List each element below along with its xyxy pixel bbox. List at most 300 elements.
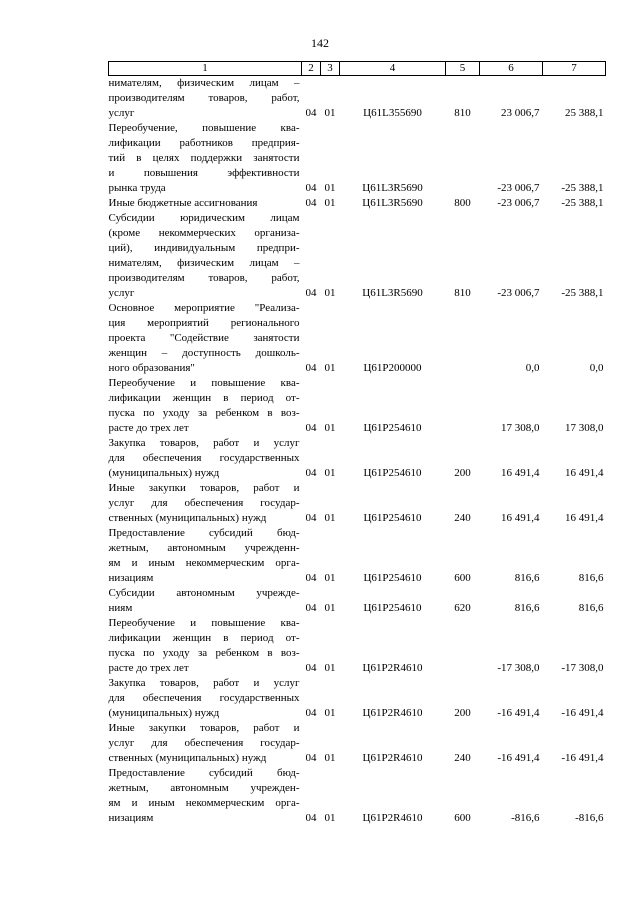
amount-year-1 xyxy=(480,796,543,811)
section-code: 04 xyxy=(305,422,317,434)
table-row xyxy=(109,361,606,376)
target-article-code xyxy=(340,451,446,466)
row-name-line: пуска по уходу за ребенком в воз- xyxy=(108,407,300,419)
expense-type-code xyxy=(446,421,480,436)
target-article-code xyxy=(340,631,446,646)
row-name-line: нимателям, физическим лицам – xyxy=(108,77,300,89)
subsection-code xyxy=(321,316,340,331)
target-article-code xyxy=(340,646,446,661)
expense-type-code xyxy=(446,691,480,706)
table-row xyxy=(109,241,606,256)
amount-year-1 xyxy=(480,301,543,316)
amount-year-2 xyxy=(543,616,606,631)
target-article-code: Ц61Р2R4610 xyxy=(362,812,423,824)
expense-type-code xyxy=(446,376,480,391)
section-code xyxy=(302,301,321,316)
table-row xyxy=(109,166,606,181)
header-col-3: 3 xyxy=(321,62,340,76)
amount-year-1: -16 491,4 xyxy=(497,707,540,719)
expense-type-code xyxy=(446,796,480,811)
expense-type-code xyxy=(446,76,480,92)
expense-type-code xyxy=(446,166,480,181)
target-article-code xyxy=(340,406,446,421)
amount-year-2: 16 491,4 xyxy=(565,512,604,524)
row-name-line: ям и иным некоммерческим орга- xyxy=(108,797,300,809)
target-article-code xyxy=(340,391,446,406)
target-article-code xyxy=(340,241,446,256)
section-code: 04 xyxy=(305,602,317,614)
row-name-line: для обеспечения государственных xyxy=(108,692,300,704)
section-code xyxy=(302,121,321,136)
subsection-code xyxy=(321,226,340,241)
table-row xyxy=(109,661,606,676)
subsection-code: 01 xyxy=(324,182,336,194)
amount-year-1 xyxy=(480,136,543,151)
subsection-code xyxy=(321,781,340,796)
amount-year-1 xyxy=(480,91,543,106)
subsection-code: 01 xyxy=(324,467,336,479)
row-name-line: Предоставление субсидий бюд- xyxy=(108,527,300,539)
amount-year-2 xyxy=(543,91,606,106)
amount-year-1 xyxy=(480,556,543,571)
table-row xyxy=(109,151,606,166)
amount-year-1 xyxy=(480,721,543,736)
section-code xyxy=(302,541,321,556)
section-code xyxy=(302,76,321,92)
amount-year-1 xyxy=(480,586,543,601)
subsection-code xyxy=(321,451,340,466)
section-code xyxy=(302,271,321,286)
section-code xyxy=(302,211,321,226)
amount-year-1 xyxy=(480,766,543,781)
amount-year-1 xyxy=(480,541,543,556)
row-name-line: тий в целях поддержки занятости xyxy=(108,152,300,164)
row-name-line: пуска по уходу за ребенком в воз- xyxy=(108,647,300,659)
subsection-code: 01 xyxy=(324,662,336,674)
section-code xyxy=(302,631,321,646)
table-row xyxy=(109,676,606,691)
table-row xyxy=(109,586,606,601)
amount-year-1 xyxy=(480,151,543,166)
header-col-4: 4 xyxy=(340,62,446,76)
expense-type-code xyxy=(446,361,480,376)
section-code xyxy=(302,616,321,631)
expense-type-code xyxy=(446,256,480,271)
expense-type-code xyxy=(446,496,480,511)
row-name-line: Субсидии автономным учрежде- xyxy=(108,587,300,599)
subsection-code: 01 xyxy=(324,362,336,374)
amount-year-2 xyxy=(543,211,606,226)
amount-year-1 xyxy=(480,331,543,346)
subsection-code xyxy=(321,766,340,781)
section-code xyxy=(302,781,321,796)
amount-year-1 xyxy=(480,736,543,751)
subsection-code xyxy=(321,346,340,361)
table-row xyxy=(109,331,606,346)
target-article-code xyxy=(340,346,446,361)
target-article-code xyxy=(340,376,446,391)
target-article-code xyxy=(340,301,446,316)
expense-type-code: 810 xyxy=(454,107,471,119)
section-code xyxy=(302,436,321,451)
expense-type-code xyxy=(446,661,480,676)
expense-type-code xyxy=(446,136,480,151)
target-article-code xyxy=(340,76,446,92)
amount-year-2: -25 388,1 xyxy=(561,287,604,299)
subsection-code xyxy=(321,796,340,811)
row-name-line: ниям xyxy=(108,602,133,614)
target-article-code xyxy=(340,121,446,136)
section-code: 04 xyxy=(305,572,317,584)
section-code: 04 xyxy=(305,287,317,299)
row-name-line: Закупка товаров, работ и услуг xyxy=(108,437,300,449)
amount-year-2 xyxy=(543,376,606,391)
amount-year-1 xyxy=(480,676,543,691)
subsection-code xyxy=(321,391,340,406)
amount-year-1: 23 006,7 xyxy=(501,107,540,119)
row-name-line: ция мероприятий регионального xyxy=(108,317,300,329)
subsection-code xyxy=(321,541,340,556)
section-code xyxy=(302,226,321,241)
target-article-code xyxy=(340,91,446,106)
amount-year-1 xyxy=(480,316,543,331)
expense-type-code xyxy=(446,766,480,781)
subsection-code xyxy=(321,121,340,136)
section-code: 04 xyxy=(305,107,317,119)
amount-year-1 xyxy=(480,646,543,661)
subsection-code xyxy=(321,76,340,92)
table-row xyxy=(109,121,606,136)
row-name-line: расте до трех лет xyxy=(108,422,189,434)
row-name-line: женщин – доступность дошколь- xyxy=(108,347,300,359)
subsection-code: 01 xyxy=(324,422,336,434)
subsection-code xyxy=(321,526,340,541)
expense-type-code xyxy=(446,91,480,106)
expense-type-code: 600 xyxy=(454,572,471,584)
target-article-code xyxy=(340,616,446,631)
amount-year-2: 17 308,0 xyxy=(565,422,604,434)
section-code xyxy=(302,391,321,406)
expense-type-code xyxy=(446,181,480,196)
row-name-line: Иные закупки товаров, работ и xyxy=(108,482,300,494)
target-article-code: Ц61Р254610 xyxy=(363,422,422,434)
expense-type-code xyxy=(446,301,480,316)
expense-type-code xyxy=(446,646,480,661)
table-row xyxy=(109,781,606,796)
table-row xyxy=(109,736,606,751)
subsection-code xyxy=(321,676,340,691)
table-row xyxy=(109,511,606,526)
section-code: 04 xyxy=(305,812,317,824)
target-article-code xyxy=(340,586,446,601)
table-row xyxy=(109,91,606,106)
section-code xyxy=(302,556,321,571)
row-name-line: низациям xyxy=(108,572,154,584)
row-name-line: Основное мероприятие "Реализа- xyxy=(108,302,300,314)
expense-type-code xyxy=(446,391,480,406)
expense-type-code xyxy=(446,556,480,571)
table-row xyxy=(109,631,606,646)
section-code xyxy=(302,166,321,181)
expense-type-code xyxy=(446,121,480,136)
expense-type-code xyxy=(446,451,480,466)
subsection-code xyxy=(321,646,340,661)
amount-year-1: -816,6 xyxy=(511,812,540,824)
table-row xyxy=(109,301,606,316)
amount-year-1: -23 006,7 xyxy=(497,197,540,209)
subsection-code xyxy=(321,241,340,256)
target-article-code xyxy=(340,781,446,796)
section-code xyxy=(302,331,321,346)
row-name-line: Переобучение, повышение ква- xyxy=(108,122,300,134)
row-name-line: расте до трех лет xyxy=(108,662,189,674)
table-row xyxy=(109,481,606,496)
target-article-code xyxy=(340,676,446,691)
amount-year-2 xyxy=(543,631,606,646)
table-row xyxy=(109,496,606,511)
target-article-code xyxy=(340,556,446,571)
budget-table xyxy=(108,61,606,826)
row-name-line: лификации женщин в период от- xyxy=(108,632,300,644)
amount-year-2: 816,6 xyxy=(578,602,604,614)
amount-year-2 xyxy=(543,691,606,706)
amount-year-2: -25 388,1 xyxy=(561,197,604,209)
section-code xyxy=(302,151,321,166)
subsection-code: 01 xyxy=(324,512,336,524)
amount-year-1 xyxy=(480,166,543,181)
row-name-line: ственных (муниципальных) нужд xyxy=(108,752,267,764)
target-article-code xyxy=(340,211,446,226)
expense-type-code xyxy=(446,346,480,361)
expense-type-code xyxy=(446,631,480,646)
table-row xyxy=(109,391,606,406)
amount-year-2 xyxy=(543,646,606,661)
amount-year-1 xyxy=(480,241,543,256)
expense-type-code: 810 xyxy=(454,287,471,299)
subsection-code xyxy=(321,256,340,271)
amount-year-1 xyxy=(480,346,543,361)
table-row xyxy=(109,211,606,226)
amount-year-2 xyxy=(543,331,606,346)
section-code xyxy=(302,526,321,541)
target-article-code xyxy=(340,526,446,541)
amount-year-1 xyxy=(480,526,543,541)
subsection-code xyxy=(321,481,340,496)
target-article-code xyxy=(340,691,446,706)
expense-type-code: 620 xyxy=(454,602,471,614)
section-code xyxy=(302,721,321,736)
target-article-code: Ц61Р200000 xyxy=(363,362,422,374)
amount-year-2: 25 388,1 xyxy=(565,107,604,119)
amount-year-2 xyxy=(543,586,606,601)
amount-year-2 xyxy=(543,136,606,151)
amount-year-2 xyxy=(543,766,606,781)
expense-type-code xyxy=(446,316,480,331)
expense-type-code xyxy=(446,331,480,346)
target-article-code: Ц61Р2R4610 xyxy=(362,752,423,764)
subsection-code xyxy=(321,136,340,151)
amount-year-1: -17 308,0 xyxy=(497,662,540,674)
amount-year-2: -25 388,1 xyxy=(561,182,604,194)
section-code xyxy=(302,691,321,706)
expense-type-code xyxy=(446,721,480,736)
section-code xyxy=(302,766,321,781)
subsection-code xyxy=(321,616,340,631)
amount-year-2: 16 491,4 xyxy=(565,467,604,479)
table-row xyxy=(109,256,606,271)
expense-type-code: 200 xyxy=(454,707,471,719)
amount-year-2 xyxy=(543,526,606,541)
amount-year-1: 816,6 xyxy=(514,572,540,584)
amount-year-1: -16 491,4 xyxy=(497,752,540,764)
section-code xyxy=(302,136,321,151)
row-name-line: производителям товаров, работ, xyxy=(108,92,300,104)
target-article-code xyxy=(340,166,446,181)
header-col-6: 6 xyxy=(480,62,543,76)
amount-year-1 xyxy=(480,76,543,92)
amount-year-2 xyxy=(543,316,606,331)
subsection-code xyxy=(321,406,340,421)
row-name-line: Закупка товаров, работ и услуг xyxy=(108,677,300,689)
amount-year-2 xyxy=(543,226,606,241)
expense-type-code: 240 xyxy=(454,752,471,764)
table-row xyxy=(109,136,606,151)
header-row xyxy=(109,62,606,76)
table-row xyxy=(109,571,606,586)
table-row xyxy=(109,181,606,196)
section-code: 04 xyxy=(305,182,317,194)
target-article-code xyxy=(340,151,446,166)
row-name-line: Иные закупки товаров, работ и xyxy=(108,722,300,734)
subsection-code: 01 xyxy=(324,752,336,764)
expense-type-code xyxy=(446,481,480,496)
subsection-code: 01 xyxy=(324,572,336,584)
header-col-2: 2 xyxy=(302,62,321,76)
amount-year-2 xyxy=(543,736,606,751)
table-row xyxy=(109,811,606,826)
target-article-code xyxy=(340,721,446,736)
subsection-code xyxy=(321,271,340,286)
row-name-line: (кроме некоммерческих организа- xyxy=(108,227,300,239)
target-article-code: Ц61Р254610 xyxy=(363,467,422,479)
table-row xyxy=(109,76,606,92)
row-name-line: Переобучение и повышение ква- xyxy=(108,617,300,629)
section-code: 04 xyxy=(305,707,317,719)
section-code xyxy=(302,346,321,361)
table-row xyxy=(109,691,606,706)
header-col-1: 1 xyxy=(109,62,302,76)
amount-year-2 xyxy=(543,256,606,271)
amount-year-2 xyxy=(543,436,606,451)
section-code xyxy=(302,376,321,391)
amount-year-1 xyxy=(480,691,543,706)
amount-year-2 xyxy=(543,346,606,361)
row-name-line: лификации работников предприя- xyxy=(108,137,300,149)
amount-year-2 xyxy=(543,451,606,466)
target-article-code: Ц61Р254610 xyxy=(363,572,422,584)
target-article-code xyxy=(340,481,446,496)
amount-year-1 xyxy=(480,226,543,241)
section-code: 04 xyxy=(305,752,317,764)
amount-year-2 xyxy=(543,151,606,166)
target-article-code xyxy=(340,436,446,451)
amount-year-2 xyxy=(543,301,606,316)
amount-year-2: -16 491,4 xyxy=(561,707,604,719)
table-row xyxy=(109,451,606,466)
row-name-line: (муниципальных) нужд xyxy=(108,707,220,719)
table-row xyxy=(109,271,606,286)
amount-year-2 xyxy=(543,781,606,796)
subsection-code: 01 xyxy=(324,197,336,209)
subsection-code xyxy=(321,151,340,166)
table-header xyxy=(109,62,606,76)
amount-year-2 xyxy=(543,406,606,421)
target-article-code xyxy=(340,136,446,151)
target-article-code xyxy=(340,331,446,346)
subsection-code xyxy=(321,586,340,601)
target-article-code: Ц61Р2R4610 xyxy=(362,707,423,719)
target-article-code xyxy=(340,541,446,556)
subsection-code xyxy=(321,331,340,346)
section-code xyxy=(302,481,321,496)
target-article-code xyxy=(340,316,446,331)
section-code xyxy=(302,496,321,511)
target-article-code: Ц61L3R5690 xyxy=(362,197,423,209)
page-number: 142 xyxy=(311,36,329,50)
expense-type-code xyxy=(446,406,480,421)
table-row xyxy=(109,601,606,616)
subsection-code xyxy=(321,376,340,391)
table-row xyxy=(109,616,606,631)
table-row xyxy=(109,721,606,736)
amount-year-1: 16 491,4 xyxy=(501,512,540,524)
row-name-line: Субсидии юридическим лицам xyxy=(108,212,300,224)
amount-year-1 xyxy=(480,271,543,286)
amount-year-2 xyxy=(543,796,606,811)
target-article-code: Ц61L3R5690 xyxy=(362,287,423,299)
row-name-line: Иные бюджетные ассигнования xyxy=(108,197,258,209)
amount-year-2 xyxy=(543,166,606,181)
table-row xyxy=(109,466,606,481)
subsection-code: 01 xyxy=(324,812,336,824)
amount-year-2 xyxy=(543,271,606,286)
amount-year-1 xyxy=(480,781,543,796)
expense-type-code xyxy=(446,616,480,631)
table-row xyxy=(109,346,606,361)
amount-year-2: 0,0 xyxy=(589,362,604,374)
amount-year-2: -17 308,0 xyxy=(561,662,604,674)
row-name-line: нимателям, физическим лицам – xyxy=(108,257,300,269)
amount-year-1 xyxy=(480,436,543,451)
target-article-code xyxy=(340,256,446,271)
expense-type-code: 240 xyxy=(454,512,471,524)
table-row xyxy=(109,436,606,451)
subsection-code xyxy=(321,736,340,751)
header-col-7: 7 xyxy=(543,62,606,76)
amount-year-1 xyxy=(480,451,543,466)
amount-year-2: -16 491,4 xyxy=(561,752,604,764)
amount-year-2 xyxy=(543,496,606,511)
amount-year-2 xyxy=(543,241,606,256)
section-code xyxy=(302,736,321,751)
table-row xyxy=(109,196,606,211)
amount-year-1 xyxy=(480,631,543,646)
table-row xyxy=(109,106,606,121)
section-code xyxy=(302,241,321,256)
amount-year-1 xyxy=(480,211,543,226)
amount-year-1 xyxy=(480,496,543,511)
row-name-line: услуг для обеспечения государ- xyxy=(108,497,300,509)
